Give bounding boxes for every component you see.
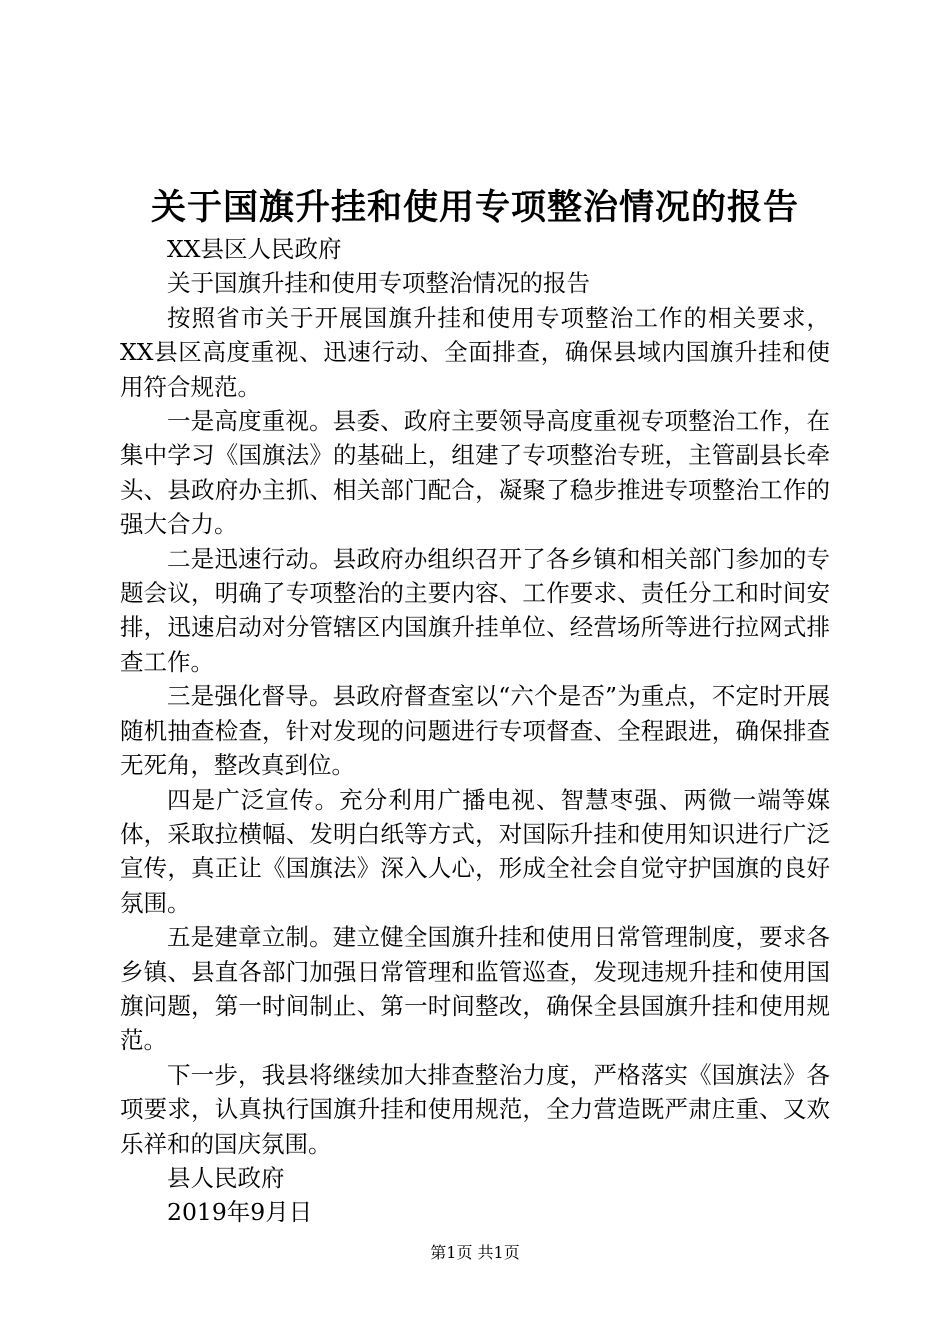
paragraph-addressee: XX县区人民政府 [167, 235, 342, 263]
signature-organization: 县人民政府 [167, 1163, 285, 1192]
document-title: 关于国旗升挂和使用专项整治情况的报告 [150, 187, 799, 228]
page-footer: 第1页 共1页 [430, 1243, 520, 1262]
paragraph-point-5: 五是建章立制。建立健全国旗升挂和使用日常管理制度，要求各乡镇、县直各部门加强日常管理和监管巡查，发现违规升挂和使用国旗问题，第一时间制止、第一时间整改，确保全县国旗升挂和使用规范。 [120, 923, 830, 1055]
paragraph-next-steps: 下一步，我县将继续加大排查整治力度，严格落实《国旗法》各项要求，认真执行国旗升挂和使用规范，全力营造既严肃庄重、又欢乐祥和的国庆氛围。 [120, 1060, 830, 1158]
paragraph-intro: 按照省市关于开展国旗升挂和使用专项整治工作的相关要求，XX县区高度重视、迅速行动、全面排查，确保县域内国旗升挂和使用符合规范。 [120, 303, 830, 401]
document-body [120, 232, 830, 1230]
paragraph-point-2: 二是迅速行动。县政府办组织召开了各乡镇和相关部门参加的专题会议，明确了专项整治的主要内容、工作要求、责任分工和时间安排，迅速启动对分管辖区内国旗升挂单位、经营场所等进行拉网式排查工作。 [120, 544, 830, 676]
signature-date: 2019年9月日 [167, 1198, 313, 1227]
paragraph-point-4: 四是广泛宣传。充分利用广播电视、智慧枣强、两微一端等媒体，采取拉横幅、发明白纸等方式，对国际升挂和使用知识进行广泛宣传，真正让《国旗法》深入人心，形成全社会自觉守护国旗的良好氛围。 [120, 785, 830, 917]
paragraph-point-3: 三是强化督导。县政府督查室以“六个是否”为重点，不定时开展随机抽查检查，针对发现的问题进行专项督查、全程跟进，确保排查无死角，整改真到位。 [120, 682, 830, 780]
paragraph-point-1: 一是高度重视。县委、政府主要领导高度重视专项整治工作，在集中学习《国旗法》的基础上，组建了专项整治专班，主管副县长牵头、县政府办主抓、相关部门配合，凝聚了稳步推进专项整治工作的强大合力。 [120, 407, 830, 539]
paragraph-subtitle: 关于国旗升挂和使用专项整治情况的报告 [167, 269, 590, 298]
